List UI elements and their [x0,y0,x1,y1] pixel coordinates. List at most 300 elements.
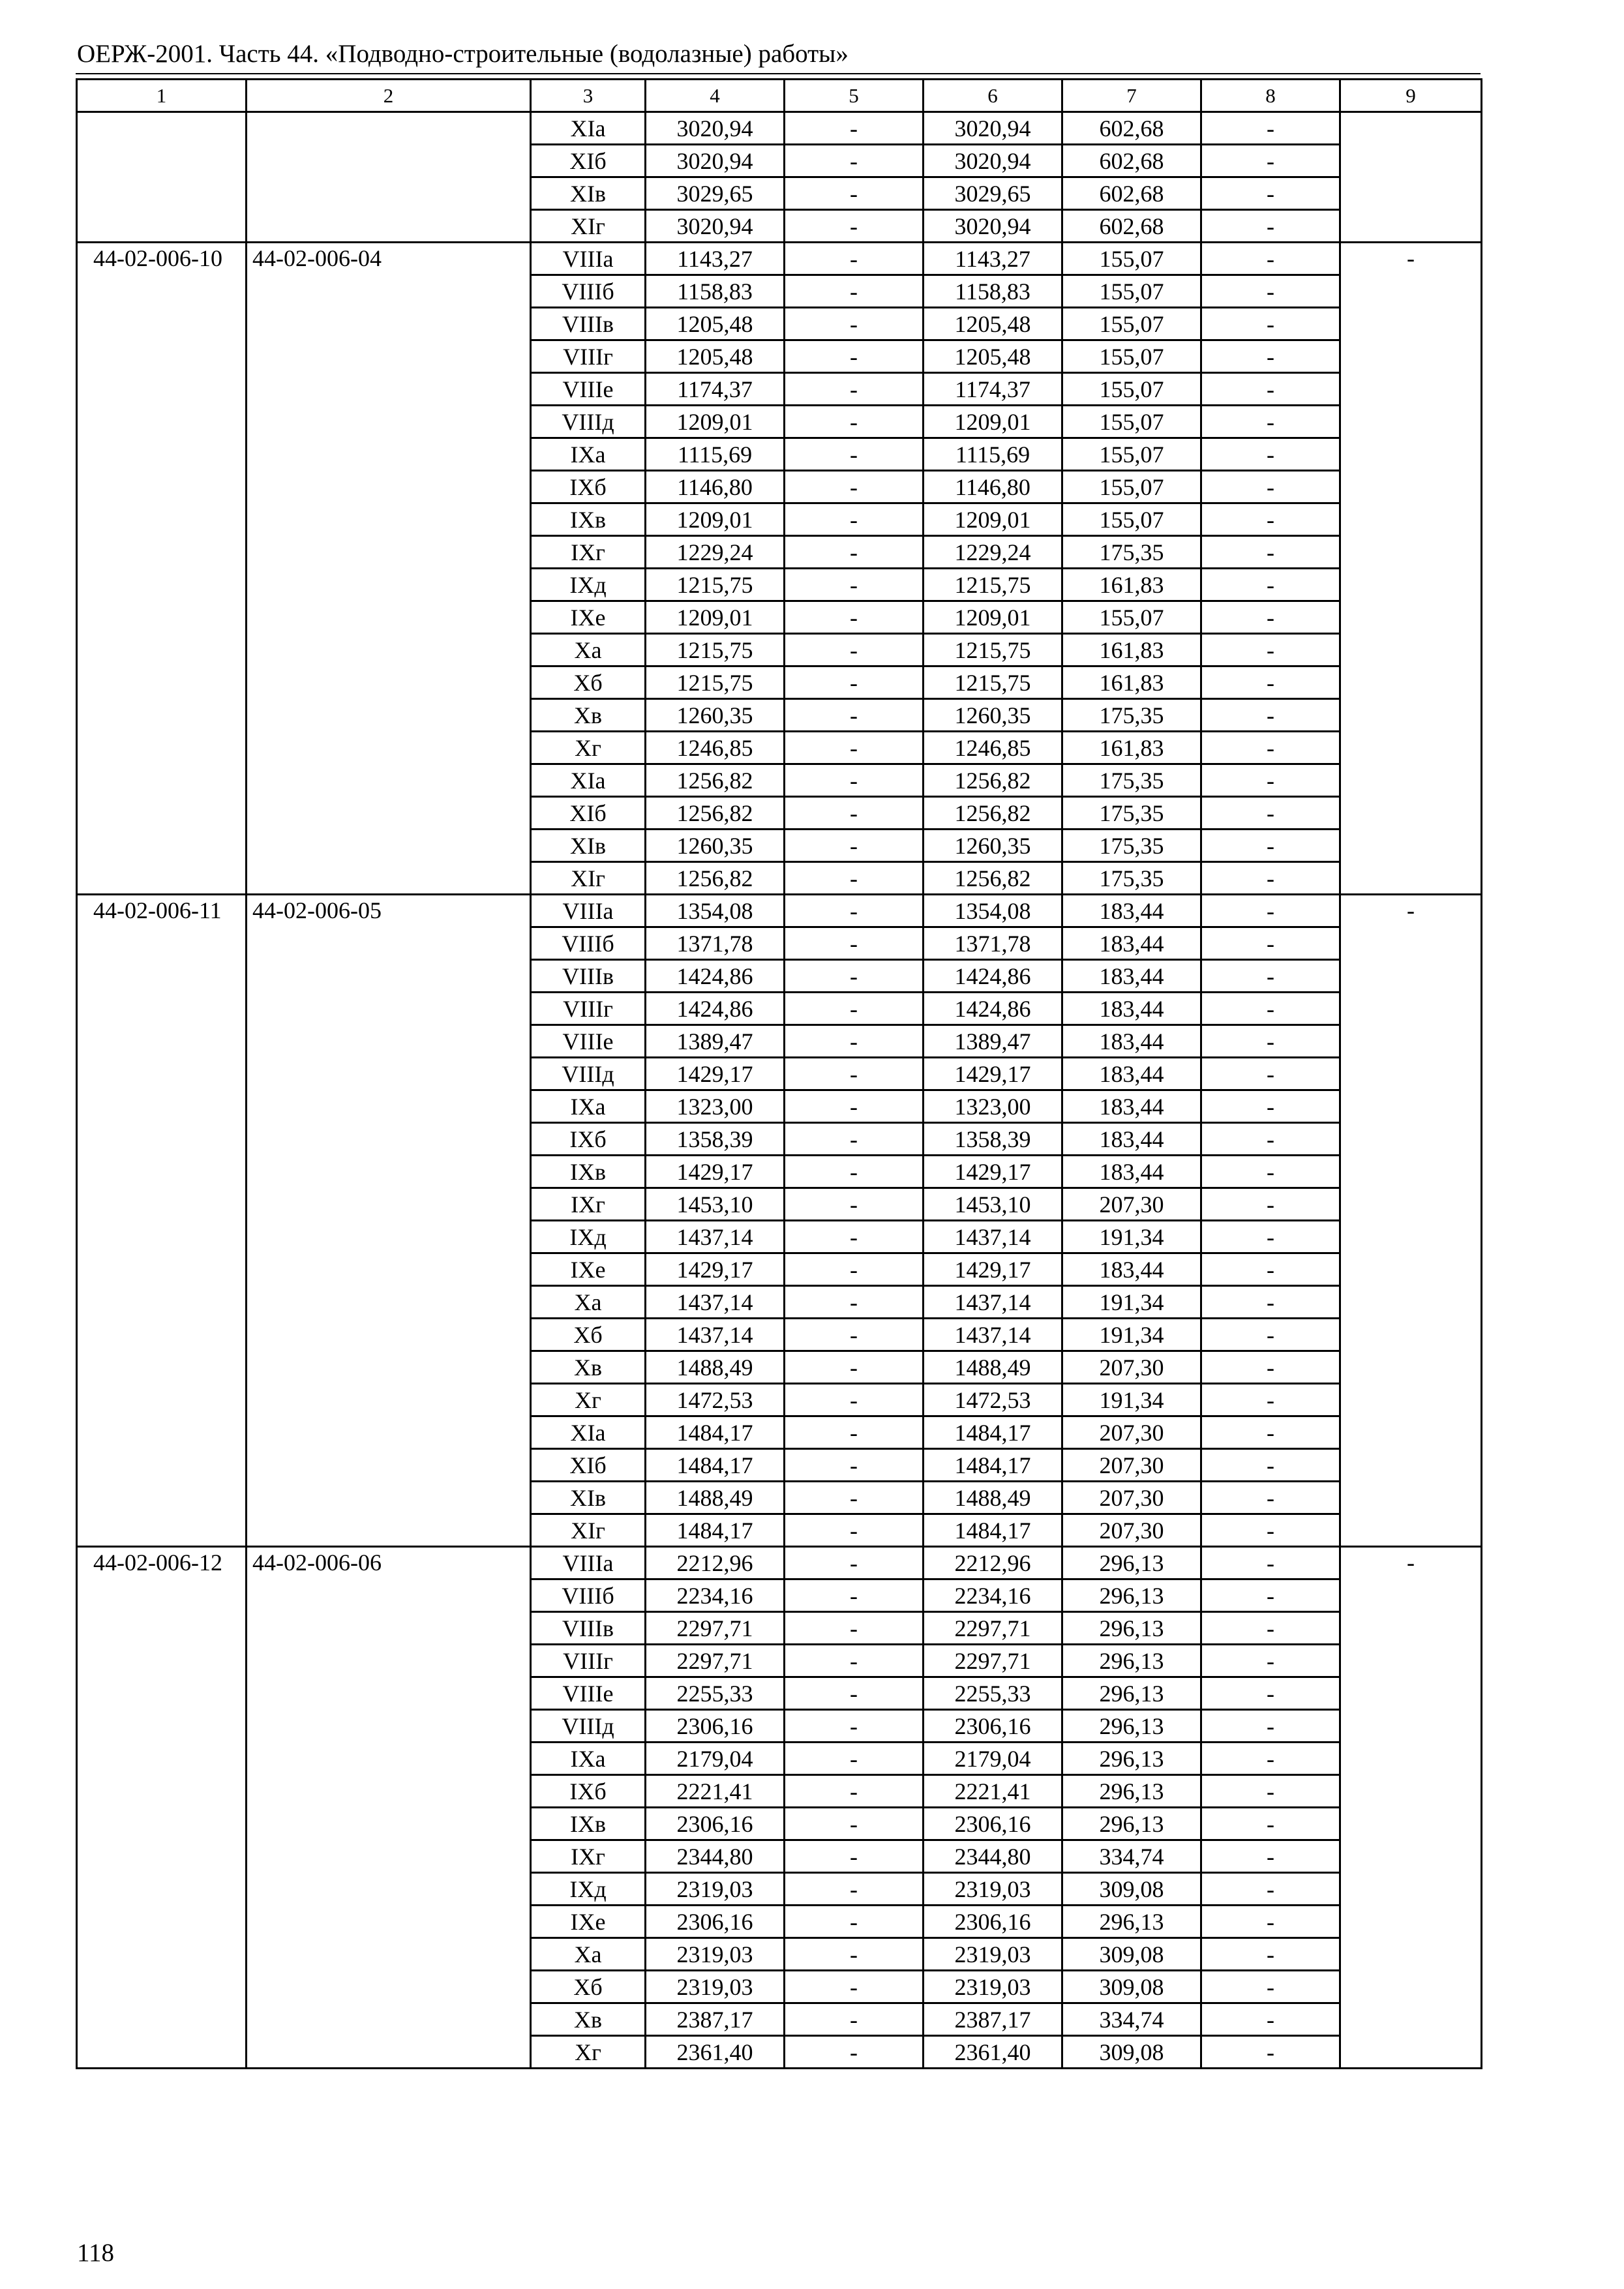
operator-wage-cell: 183,44 [1062,927,1201,960]
operator-wage-cell: 175,35 [1062,862,1201,895]
wage-cell: - [785,1710,924,1743]
operator-wage-cell: 602,68 [1062,210,1201,243]
operator-wage-cell: 296,13 [1062,1906,1201,1938]
operator-wage-cell: 155,07 [1062,471,1201,503]
operator-wage-cell: 175,35 [1062,699,1201,732]
total-cost-cell: 1209,01 [646,406,785,438]
materials-cell: - [1201,1612,1340,1645]
total-cost-cell: 1215,75 [646,569,785,601]
zone-cell: IXе [531,1906,646,1938]
machine-cost-cell: 1437,14 [924,1221,1062,1253]
total-cost-cell: 1488,49 [646,1351,785,1384]
zone-cell: IXе [531,1253,646,1286]
operator-wage-cell: 161,83 [1062,666,1201,699]
column-9-cell: - [1340,1547,1482,2069]
machine-cost-cell: 2306,16 [924,1906,1062,1938]
wage-cell: - [785,177,924,210]
materials-cell: - [1201,993,1340,1025]
zone-cell: Xв [531,699,646,732]
operator-wage-cell: 296,13 [1062,1645,1201,1677]
zone-cell: XIа [531,1416,646,1449]
wage-cell: - [785,1808,924,1840]
operator-wage-cell: 296,13 [1062,1579,1201,1612]
operator-wage-cell: 309,08 [1062,1873,1201,1906]
zone-cell: XIг [531,1514,646,1547]
zone-cell: XIв [531,177,646,210]
zone-cell: Xв [531,2003,646,2036]
machine-cost-cell: 1209,01 [924,406,1062,438]
column-header: 6 [924,80,1062,112]
operator-wage-cell: 207,30 [1062,1482,1201,1514]
machine-cost-cell: 1205,48 [924,308,1062,340]
machine-cost-cell: 2361,40 [924,2036,1062,2069]
zone-cell: XIг [531,862,646,895]
total-cost-cell: 2179,04 [646,1743,785,1775]
total-cost-cell: 1437,14 [646,1286,785,1319]
materials-cell: - [1201,1775,1340,1808]
total-cost-cell: 1453,10 [646,1188,785,1221]
total-cost-cell: 2344,80 [646,1840,785,1873]
total-cost-cell: 1256,82 [646,764,785,797]
zone-cell: XIа [531,112,646,145]
table-row [77,243,1482,275]
zone-cell: Xг [531,1384,646,1416]
materials-cell: - [1201,536,1340,569]
zone-cell: IXг [531,1840,646,1873]
wage-cell: - [785,960,924,993]
wage-cell: - [785,373,924,406]
column-9-cell: - [1340,243,1482,895]
column-header: 5 [785,80,924,112]
materials-cell: - [1201,210,1340,243]
zone-cell: VIIIе [531,1677,646,1710]
total-cost-cell: 1472,53 [646,1384,785,1416]
wage-cell: - [785,895,924,927]
materials-cell: - [1201,1514,1340,1547]
materials-cell: - [1201,1286,1340,1319]
machine-cost-cell: 1484,17 [924,1449,1062,1482]
zone-cell: XIв [531,830,646,862]
wage-cell: - [785,1612,924,1645]
wage-cell: - [785,210,924,243]
total-cost-cell: 2306,16 [646,1906,785,1938]
zone-cell: XIб [531,145,646,177]
machine-cost-cell: 1260,35 [924,830,1062,862]
total-cost-cell: 1424,86 [646,993,785,1025]
operator-wage-cell: 309,08 [1062,1938,1201,1971]
total-cost-cell: 3029,65 [646,177,785,210]
operator-wage-cell: 161,83 [1062,732,1201,764]
zone-cell: Xв [531,1351,646,1384]
machine-cost-cell: 1205,48 [924,340,1062,373]
materials-cell: - [1201,830,1340,862]
zone-cell: IXб [531,471,646,503]
zone-cell: IXа [531,1743,646,1775]
machine-cost-cell: 1472,53 [924,1384,1062,1416]
operator-wage-cell: 296,13 [1062,1710,1201,1743]
machine-cost-cell: 1484,17 [924,1416,1062,1449]
zone-cell: VIIIб [531,927,646,960]
operator-wage-cell: 155,07 [1062,601,1201,634]
materials-cell: - [1201,1482,1340,1514]
machine-cost-cell: 2319,03 [924,1873,1062,1906]
operator-wage-cell: 207,30 [1062,1449,1201,1482]
total-cost-cell: 1437,14 [646,1221,785,1253]
operator-wage-cell: 191,34 [1062,1319,1201,1351]
wage-cell: - [785,927,924,960]
materials-cell: - [1201,2003,1340,2036]
machine-cost-cell: 1215,75 [924,666,1062,699]
materials-cell: - [1201,1058,1340,1090]
total-cost-cell: 1256,82 [646,862,785,895]
materials-cell: - [1201,569,1340,601]
zone-cell: IXа [531,1090,646,1123]
materials-cell: - [1201,1938,1340,1971]
machine-cost-cell: 2306,16 [924,1710,1062,1743]
materials-cell: - [1201,243,1340,275]
total-cost-cell: 1174,37 [646,373,785,406]
materials-cell: - [1201,308,1340,340]
total-cost-cell: 1260,35 [646,699,785,732]
operator-wage-cell: 183,44 [1062,1090,1201,1123]
wage-cell: - [785,1416,924,1449]
machine-cost-cell: 1209,01 [924,601,1062,634]
operator-wage-cell: 296,13 [1062,1612,1201,1645]
zone-cell: VIIIе [531,1025,646,1058]
operator-wage-cell: 155,07 [1062,243,1201,275]
wage-cell: - [785,1971,924,2003]
machine-cost-cell: 1215,75 [924,569,1062,601]
zone-cell: XIа [531,764,646,797]
column-header: 8 [1201,80,1340,112]
total-cost-cell: 1429,17 [646,1058,785,1090]
zone-cell: Xа [531,1286,646,1319]
total-cost-cell: 3020,94 [646,210,785,243]
machine-cost-cell: 1424,86 [924,960,1062,993]
materials-cell: - [1201,1906,1340,1938]
materials-cell: - [1201,895,1340,927]
total-cost-cell: 2319,03 [646,1971,785,2003]
total-cost-cell: 2361,40 [646,2036,785,2069]
total-cost-cell: 1143,27 [646,243,785,275]
operator-wage-cell: 155,07 [1062,406,1201,438]
materials-cell: - [1201,1123,1340,1156]
total-cost-cell: 1389,47 [646,1025,785,1058]
machine-cost-cell: 2319,03 [924,1971,1062,2003]
materials-cell: - [1201,1416,1340,1449]
column-number-row [77,80,1482,112]
item-reference: 44-02-006-05 [247,895,531,1547]
materials-cell: - [1201,1221,1340,1253]
materials-cell: - [1201,1710,1340,1743]
column-header: 7 [1062,80,1201,112]
total-cost-cell: 1115,69 [646,438,785,471]
zone-cell: VIIIб [531,275,646,308]
page-header-title: ОЕРЖ-2001. Часть 44. «Подводно-строительные (водолазные) работы» [77,40,849,68]
operator-wage-cell: 183,44 [1062,1025,1201,1058]
materials-cell: - [1201,373,1340,406]
machine-cost-cell: 1209,01 [924,503,1062,536]
materials-cell: - [1201,471,1340,503]
zone-cell: IXд [531,1221,646,1253]
wage-cell: - [785,536,924,569]
total-cost-cell: 1209,01 [646,601,785,634]
wage-cell: - [785,1123,924,1156]
wage-cell: - [785,830,924,862]
total-cost-cell: 1205,48 [646,308,785,340]
wage-cell: - [785,243,924,275]
machine-cost-cell: 1437,14 [924,1286,1062,1319]
wage-cell: - [785,993,924,1025]
materials-cell: - [1201,1808,1340,1840]
operator-wage-cell: 309,08 [1062,2036,1201,2069]
item-code: 44-02-006-11 [77,895,247,1547]
materials-cell: - [1201,1025,1340,1058]
operator-wage-cell: 191,34 [1062,1286,1201,1319]
materials-cell: - [1201,1319,1340,1351]
wage-cell: - [785,438,924,471]
wage-cell: - [785,699,924,732]
total-cost-cell: 1488,49 [646,1482,785,1514]
total-cost-cell: 1484,17 [646,1449,785,1482]
machine-cost-cell: 2255,33 [924,1677,1062,1710]
operator-wage-cell: 183,44 [1062,895,1201,927]
wage-cell: - [785,634,924,666]
wage-cell: - [785,2003,924,2036]
total-cost-cell: 2319,03 [646,1938,785,1971]
total-cost-cell: 1256,82 [646,797,785,830]
total-cost-cell: 1358,39 [646,1123,785,1156]
machine-cost-cell: 1146,80 [924,471,1062,503]
wage-cell: - [785,2036,924,2069]
materials-cell: - [1201,2036,1340,2069]
operator-wage-cell: 191,34 [1062,1384,1201,1416]
wage-cell: - [785,1840,924,1873]
wage-cell: - [785,471,924,503]
total-cost-cell: 1484,17 [646,1514,785,1547]
materials-cell: - [1201,1743,1340,1775]
wage-cell: - [785,1025,924,1058]
total-cost-cell: 2319,03 [646,1873,785,1906]
machine-cost-cell: 1215,75 [924,634,1062,666]
total-cost-cell: 2297,71 [646,1645,785,1677]
materials-cell: - [1201,1384,1340,1416]
machine-cost-cell: 2344,80 [924,1840,1062,1873]
total-cost-cell: 1209,01 [646,503,785,536]
total-cost-cell: 2306,16 [646,1808,785,1840]
operator-wage-cell: 207,30 [1062,1351,1201,1384]
column-header: 4 [646,80,785,112]
total-cost-cell: 1484,17 [646,1416,785,1449]
wage-cell: - [785,1677,924,1710]
materials-cell: - [1201,1579,1340,1612]
operator-wage-cell: 155,07 [1062,438,1201,471]
wage-cell: - [785,764,924,797]
wage-cell: - [785,275,924,308]
item-reference [247,112,531,243]
total-cost-cell: 2306,16 [646,1710,785,1743]
machine-cost-cell: 1115,69 [924,438,1062,471]
wage-cell: - [785,666,924,699]
total-cost-cell: 1371,78 [646,927,785,960]
materials-cell: - [1201,177,1340,210]
machine-cost-cell: 2212,96 [924,1547,1062,1579]
zone-cell: VIIIа [531,243,646,275]
wage-cell: - [785,601,924,634]
zone-cell: Xб [531,666,646,699]
materials-cell: - [1201,960,1340,993]
wage-cell: - [785,340,924,373]
item-code: 44-02-006-12 [77,1547,247,2069]
machine-cost-cell: 1437,14 [924,1319,1062,1351]
wage-cell: - [785,797,924,830]
zone-cell: XIб [531,797,646,830]
machine-cost-cell: 3020,94 [924,210,1062,243]
zone-cell: VIIIа [531,895,646,927]
materials-cell: - [1201,862,1340,895]
machine-cost-cell: 1389,47 [924,1025,1062,1058]
column-header: 9 [1340,80,1482,112]
machine-cost-cell: 1143,27 [924,243,1062,275]
operator-wage-cell: 296,13 [1062,1775,1201,1808]
materials-cell: - [1201,340,1340,373]
machine-cost-cell: 1158,83 [924,275,1062,308]
table-row [77,895,1482,927]
operator-wage-cell: 175,35 [1062,764,1201,797]
zone-cell: XIб [531,1449,646,1482]
materials-cell: - [1201,406,1340,438]
materials-cell: - [1201,1971,1340,2003]
wage-cell: - [785,1579,924,1612]
item-reference: 44-02-006-04 [247,243,531,895]
machine-cost-cell: 1488,49 [924,1351,1062,1384]
zone-cell: VIIIг [531,993,646,1025]
materials-cell: - [1201,797,1340,830]
operator-wage-cell: 175,35 [1062,797,1201,830]
operator-wage-cell: 602,68 [1062,177,1201,210]
zone-cell: IXб [531,1123,646,1156]
machine-cost-cell: 1453,10 [924,1188,1062,1221]
zone-cell: IXд [531,569,646,601]
machine-cost-cell: 1429,17 [924,1156,1062,1188]
total-cost-cell: 2387,17 [646,2003,785,2036]
operator-wage-cell: 183,44 [1062,1058,1201,1090]
materials-cell: - [1201,1449,1340,1482]
machine-cost-cell: 2297,71 [924,1645,1062,1677]
materials-cell: - [1201,927,1340,960]
header-rule [76,73,1481,74]
zone-cell: IXе [531,601,646,634]
machine-cost-cell: 3020,94 [924,145,1062,177]
zone-cell: IXв [531,1156,646,1188]
wage-cell: - [785,1319,924,1351]
machine-cost-cell: 1354,08 [924,895,1062,927]
materials-cell: - [1201,1645,1340,1677]
total-cost-cell: 3020,94 [646,112,785,145]
wage-cell: - [785,1253,924,1286]
item-code: 44-02-006-10 [77,243,247,895]
wage-cell: - [785,145,924,177]
materials-cell: - [1201,1873,1340,1906]
wage-cell: - [785,732,924,764]
machine-cost-cell: 1429,17 [924,1253,1062,1286]
wage-cell: - [785,1873,924,1906]
wage-cell: - [785,1384,924,1416]
zone-cell: Xа [531,1938,646,1971]
machine-cost-cell: 3020,94 [924,112,1062,145]
materials-cell: - [1201,438,1340,471]
zone-cell: VIIIв [531,308,646,340]
rates-table [76,78,1482,2069]
zone-cell: IXг [531,1188,646,1221]
materials-cell: - [1201,1253,1340,1286]
wage-cell: - [785,1351,924,1384]
machine-cost-cell: 1484,17 [924,1514,1062,1547]
materials-cell: - [1201,1156,1340,1188]
operator-wage-cell: 183,44 [1062,1123,1201,1156]
total-cost-cell: 2234,16 [646,1579,785,1612]
materials-cell: - [1201,732,1340,764]
zone-cell: VIIIд [531,406,646,438]
wage-cell: - [785,308,924,340]
total-cost-cell: 2297,71 [646,1612,785,1645]
operator-wage-cell: 175,35 [1062,536,1201,569]
machine-cost-cell: 1256,82 [924,764,1062,797]
column-9-cell [1340,112,1482,243]
machine-cost-cell: 1429,17 [924,1058,1062,1090]
zone-cell: XIг [531,210,646,243]
operator-wage-cell: 183,44 [1062,993,1201,1025]
total-cost-cell: 2221,41 [646,1775,785,1808]
table-body [77,112,1482,2069]
operator-wage-cell: 183,44 [1062,960,1201,993]
zone-cell: VIIIг [531,340,646,373]
wage-cell: - [785,1090,924,1123]
item-code [77,112,247,243]
operator-wage-cell: 296,13 [1062,1547,1201,1579]
wage-cell: - [785,1743,924,1775]
materials-cell: - [1201,666,1340,699]
zone-cell: VIIIг [531,1645,646,1677]
table-row [77,1547,1482,1579]
operator-wage-cell: 155,07 [1062,503,1201,536]
operator-wage-cell: 309,08 [1062,1971,1201,2003]
operator-wage-cell: 161,83 [1062,569,1201,601]
machine-cost-cell: 2221,41 [924,1775,1062,1808]
total-cost-cell: 1215,75 [646,666,785,699]
operator-wage-cell: 334,74 [1062,1840,1201,1873]
machine-cost-cell: 1358,39 [924,1123,1062,1156]
wage-cell: - [785,1188,924,1221]
operator-wage-cell: 175,35 [1062,830,1201,862]
item-reference: 44-02-006-06 [247,1547,531,2069]
materials-cell: - [1201,1677,1340,1710]
wage-cell: - [785,569,924,601]
wage-cell: - [785,503,924,536]
machine-cost-cell: 1323,00 [924,1090,1062,1123]
total-cost-cell: 1205,48 [646,340,785,373]
zone-cell: Xг [531,732,646,764]
operator-wage-cell: 155,07 [1062,308,1201,340]
total-cost-cell: 1229,24 [646,536,785,569]
zone-cell: IXд [531,1873,646,1906]
operator-wage-cell: 207,30 [1062,1514,1201,1547]
zone-cell: IXв [531,1808,646,1840]
machine-cost-cell: 1424,86 [924,993,1062,1025]
wage-cell: - [785,1938,924,1971]
wage-cell: - [785,1156,924,1188]
operator-wage-cell: 334,74 [1062,2003,1201,2036]
